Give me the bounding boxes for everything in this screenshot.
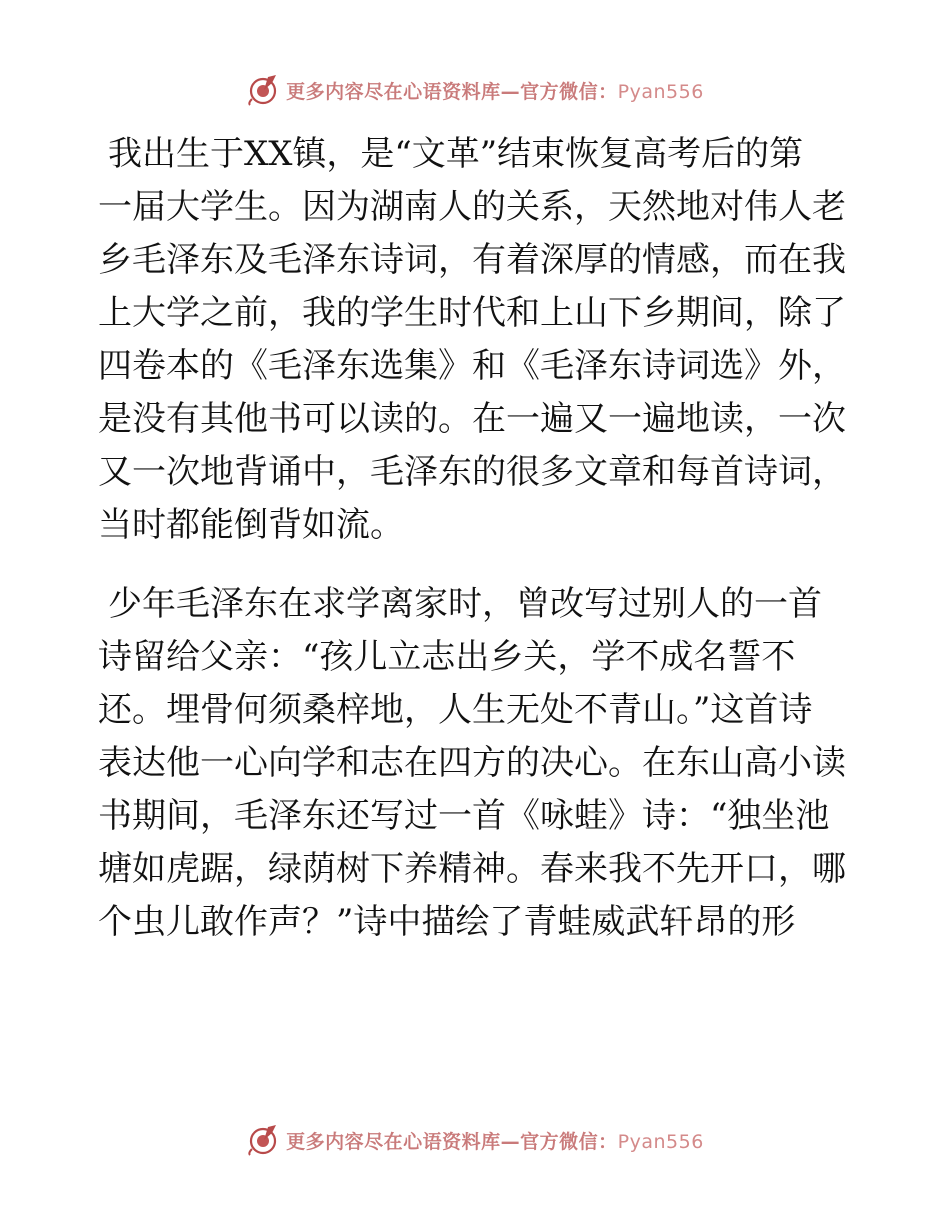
- text-line: 还。埋骨何须桑梓地，人生无处不青山。”这首诗: [98, 690, 813, 730]
- header-watermark: [0, 70, 950, 110]
- text-line: 四卷本的《毛泽东选集》和《毛泽东诗词选》外，: [98, 346, 846, 386]
- watermark-text: [286, 77, 704, 104]
- text-line: 乡毛泽东及毛泽东诗词，有着深厚的情感，而在我: [98, 240, 846, 280]
- watermark-text: [286, 1127, 704, 1154]
- document-body: [98, 128, 858, 949]
- watermark-id: Pyan556: [617, 1130, 704, 1153]
- watermark-label: 更多内容尽在心语资料库—官方微信：: [286, 80, 618, 103]
- text-line: 又一次地背诵中，毛泽东的很多文章和每首诗词，: [98, 452, 846, 492]
- text-line: 当时都能倒背如流。: [98, 505, 404, 545]
- text-line: 诗留给父亲：“孩儿立志出乡关，学不成名誓不: [98, 637, 796, 677]
- watermark-label: 更多内容尽在心语资料库—官方微信：: [286, 1130, 618, 1153]
- text-line: 上大学之前，我的学生时代和上山下乡期间，除了: [98, 293, 846, 333]
- paragraph-1: [98, 128, 858, 552]
- paragraph-2: [98, 578, 858, 949]
- text-line: 一届大学生。因为湖南人的关系，天然地对伟人老: [98, 187, 846, 227]
- text-line: 我出生于XX镇，是“文革”结束恢复高考后的第: [108, 134, 804, 174]
- text-line: 少年毛泽东在求学离家时，曾改写过别人的一首: [108, 584, 822, 624]
- text-line: 个虫儿敢作声？”诗中描绘了青蛙威武轩昂的形: [98, 902, 796, 942]
- footer-watermark: [0, 1120, 950, 1160]
- quill-seal-icon: [246, 73, 280, 107]
- text-line: 表达他一心向学和志在四方的决心。在东山高小读: [98, 743, 846, 783]
- text-line: 塘如虎踞，绿荫树下养精神。春来我不先开口，哪: [98, 849, 846, 889]
- quill-seal-icon: [246, 1123, 280, 1157]
- watermark-id: Pyan556: [617, 80, 704, 103]
- text-line: 是没有其他书可以读的。在一遍又一遍地读，一次: [98, 399, 846, 439]
- text-line: 书期间，毛泽东还写过一首《咏蛙》诗：“独坐池: [98, 796, 830, 836]
